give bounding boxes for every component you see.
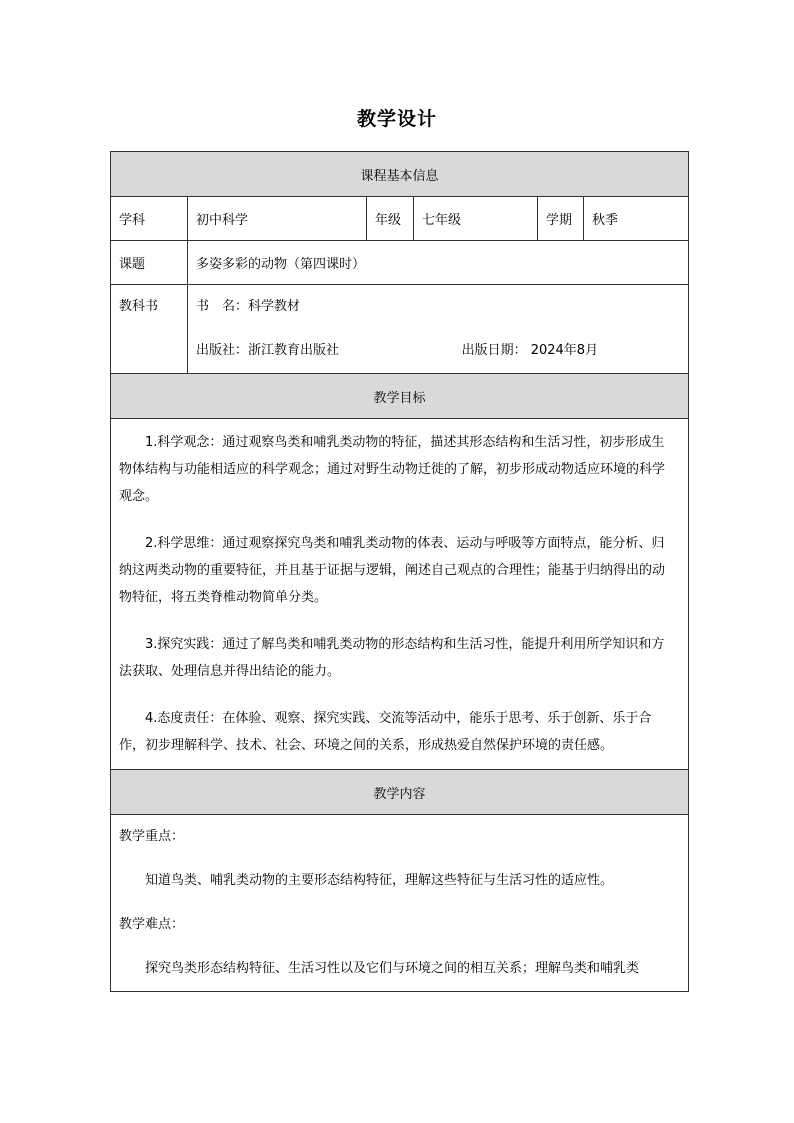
content-header: 教学内容 (111, 770, 689, 815)
difficulties-text: 探究鸟类形态结构特征、生活习性以及它们与环境之间的相互关系；理解鸟类和哺乳类 (145, 961, 640, 976)
objectives-body (111, 419, 689, 770)
subject-value: 初中科学 (188, 197, 367, 241)
lesson-plan-table (110, 151, 689, 992)
textbook-info-cell (188, 285, 689, 374)
pub-date (462, 329, 599, 373)
book-name-value: 科学教材 (248, 299, 301, 314)
key-points-label: 教学重点： (119, 829, 185, 844)
objective-item: 1.科学观念：通过观察鸟类和哺乳类动物的特征，描述其形态结构和生活习性，初步形成生物体结构与功能相适应的科学观念；通过对野生动物迁徙的了解，初步形成动物适应环境的科学观念。 (119, 435, 666, 504)
pub-date-value: 2024年8月 (530, 343, 599, 358)
pub-date-label: 出版日期： (461, 343, 527, 358)
publisher-label: 出版社： (196, 343, 249, 358)
key-points-text: 知道鸟类、哺乳类动物的主要形态结构特征，理解这些特征与生活习性的适应性。 (145, 873, 614, 888)
grade-label: 年级 (367, 197, 414, 241)
subject-label: 学科 (111, 197, 188, 241)
objectives-header: 教学目标 (111, 374, 689, 419)
objective-item: 2.科学思维：通过观察探究鸟类和哺乳类动物的体表、运动与呼吸等方面特点，能分析、归纳这两类动物的重要特征，并且基于证据与逻辑，阐述自己观点的合理性；能基于归纳得出的动物特征，将五类脊椎动物简单分类。 (119, 536, 666, 605)
publisher-line (196, 329, 688, 373)
objective-item: 3.探究实践：通过了解鸟类和哺乳类动物的形态结构和生活习性，能提升利用所学知识和方法获取、处理信息并得出结论的能力。 (119, 637, 665, 679)
document-title: 教学设计 (356, 108, 437, 130)
basic-info-header: 课程基本信息 (111, 152, 689, 197)
publisher-value: 浙江教育出版社 (248, 343, 340, 358)
textbook-label-cell (111, 285, 188, 374)
difficulties-label: 教学难点： (119, 917, 185, 932)
textbook-label: 教科书 (119, 299, 159, 314)
topic-label: 课题 (111, 241, 188, 285)
book-name-label: 书 名： (196, 299, 249, 314)
book-name-line (196, 285, 688, 329)
term-label: 学期 (538, 197, 584, 241)
content-body (111, 815, 689, 992)
objective-item: 4.态度责任：在体验、观察、探究实践、交流等活动中，能乐于思考、乐于创新、乐于合作，初步理解科学、技术、社会、环境之间的关系，形成热爱自然保护环境的责任感。 (119, 711, 652, 753)
term-value: 秋季 (584, 197, 689, 241)
grade-value: 七年级 (414, 197, 538, 241)
topic-value: 多姿多彩的动物（第四课时） (188, 241, 689, 285)
